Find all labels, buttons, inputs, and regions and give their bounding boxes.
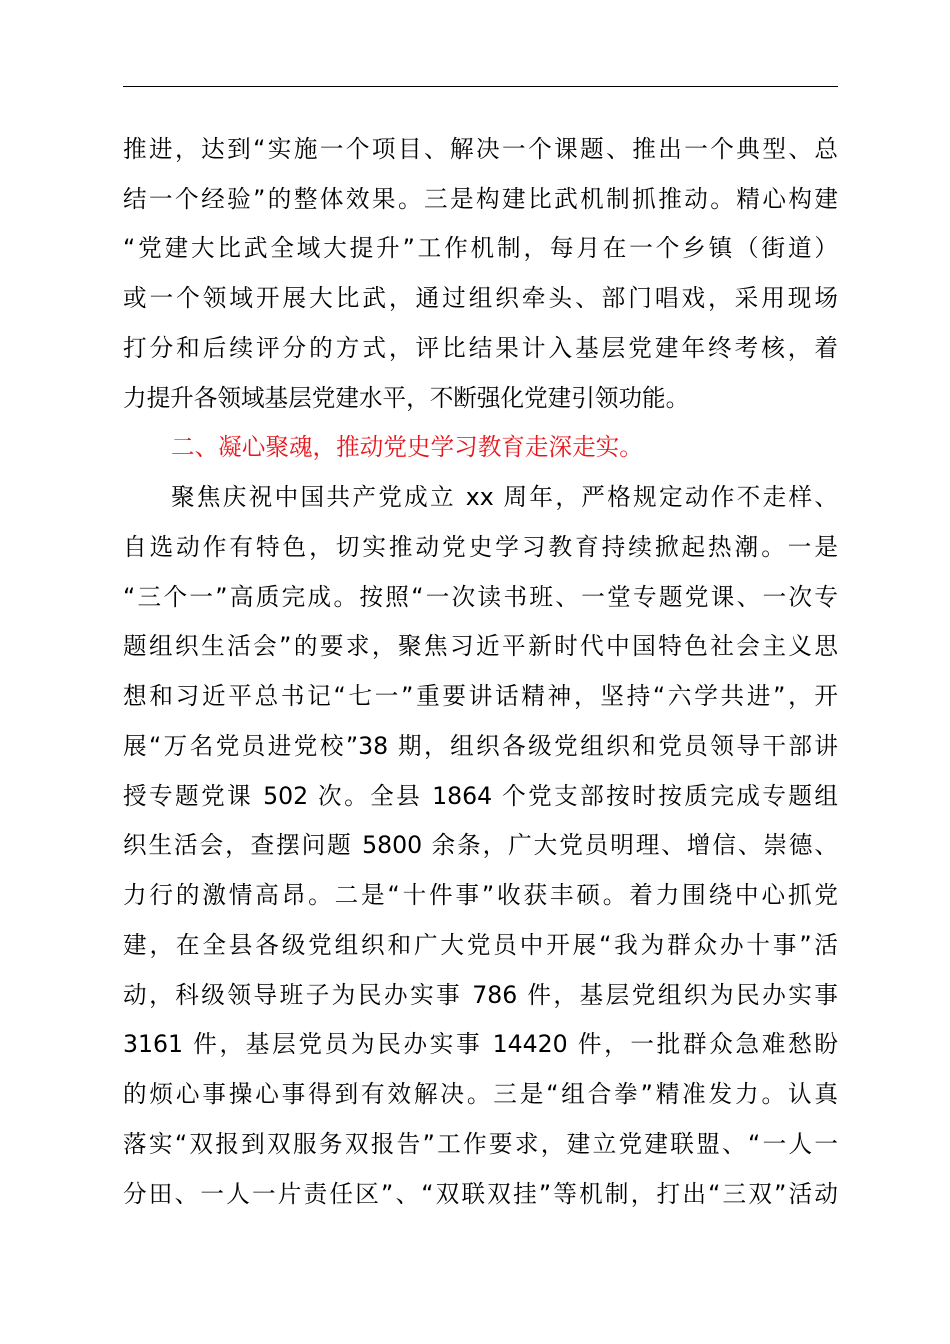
paragraph-line: 结一个经验”的整体效果。三是构建比武机制抓推动。精心构建 [123, 185, 838, 213]
paragraph-line: 想和习近平总书记“七一”重要讲话精神，坚持“六学共进”，开 [123, 682, 838, 710]
section-heading: 二、凝心聚魂，推动党史学习教育走深走实。 [171, 433, 643, 461]
paragraph-line: 力提升各领域基层党建水平，不断强化党建引领功能。 [123, 384, 690, 412]
header-rule [123, 86, 838, 87]
paragraph-line: 动，科级领导班子为民办实事 786 件，基层党组织为民办实事 [123, 981, 838, 1009]
paragraph-line: 力行的激情高昂。二是“十件事”收获丰硕。着力围绕中心抓党 [123, 881, 838, 909]
paragraph-line: 分田、一人一片责任区”、“双联双挂”等机制，打出“三双”活动 [123, 1180, 838, 1208]
paragraph-line: 建，在全县各级党组织和广大党员中开展“我为群众办十事”活 [123, 931, 838, 959]
paragraph-line: 或一个领域开展大比武，通过组织牵头、部门唱戏，采用现场 [123, 284, 838, 312]
paragraph-line: “党建大比武全域大提升”工作机制，每月在一个乡镇（街道） [123, 234, 838, 262]
paragraph-line: 授专题党课 502 次。全县 1864 个党支部按时按质完成专题组 [123, 782, 838, 810]
paragraph-line: 织生活会，查摆问题 5800 余条，广大党员明理、增信、崇德、 [123, 831, 838, 859]
paragraph-line: 打分和后续评分的方式，评比结果计入基层党建年终考核，着 [123, 334, 838, 362]
paragraph-line: 推进，达到“实施一个项目、解决一个课题、推出一个典型、总 [123, 135, 838, 163]
paragraph-line: 3161 件，基层党员为民办实事 14420 件，一批群众急难愁盼 [123, 1030, 838, 1058]
paragraph-line: 展“万名党员进党校”38 期，组织各级党组织和党员领导干部讲 [123, 732, 838, 760]
paragraph-line: “三个一”高质完成。按照“一次读书班、一堂专题党课、一次专 [123, 583, 838, 611]
paragraph-line: 的烦心事操心事得到有效解决。三是“组合拳”精准发力。认真 [123, 1080, 838, 1108]
paragraph-line: 聚焦庆祝中国共产党成立 xx 周年，严格规定动作不走样、 [171, 483, 838, 511]
paragraph-line: 题组织生活会”的要求，聚焦习近平新时代中国特色社会主义思 [123, 632, 838, 660]
paragraph-line: 自选动作有特色，切实推动党史学习教育持续掀起热潮。一是 [123, 533, 838, 561]
paragraph-line: 落实“双报到双服务双报告”工作要求，建立党建联盟、“一人一 [123, 1130, 838, 1158]
